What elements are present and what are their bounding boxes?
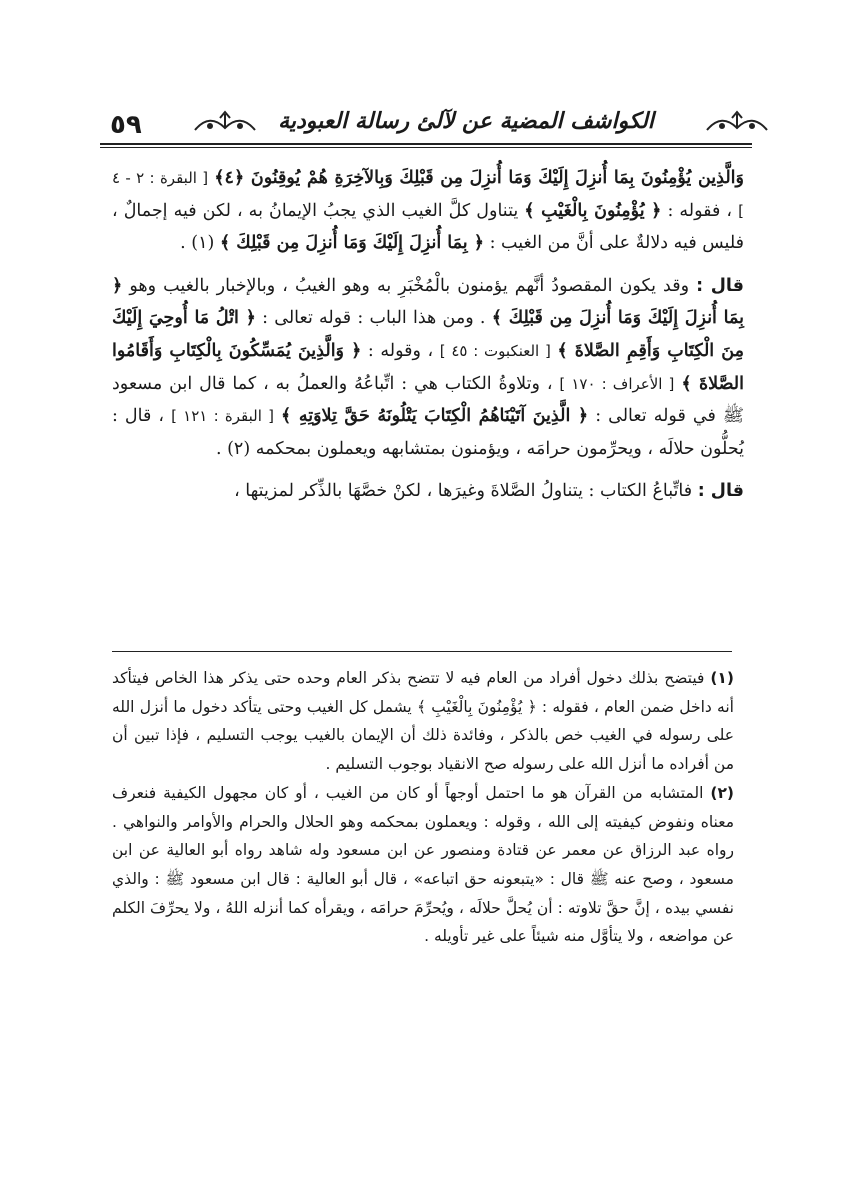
main-text — [112, 162, 744, 518]
footnote-text: فيتضح بذلك دخول أفراد من العام فيه لا تتضح بذكر العام وحده حتى يذكر هذا الخاص فيتأكد أنه داخل ضمن العام ، فقوله : — [112, 669, 734, 716]
page-header — [100, 104, 752, 148]
quran-quote: ﴿ يُؤْمِنُونَ بِالْغَيْبِ ﴾ — [416, 697, 537, 716]
paragraph-text: وقد يكون المقصودُ أنَّهم يؤمنون بالْمُخْبَرِ به وهو الغيبُ ، وبالإخبار بالغيب وهو — [129, 275, 690, 296]
paragraph-2 — [112, 270, 744, 466]
verse-reference: [ البقرة : ٢ - ٤ ] — [112, 169, 744, 220]
page-number: ٥٩ — [110, 110, 142, 140]
paragraph-text: ، قال : يُحلُّون حلالَه ، ويحرِّمون حرامَه ، ويؤمنون بمتشابهه ويعملون بمحكمه (٢) . — [112, 406, 744, 459]
paragraph-text: ، وقوله : — [367, 340, 434, 361]
quran-quote: ﴿ اتْلُ مَا أُوحِيَ إِلَيْكَ مِنَ الْكِتَابِ وَأَقِمِ الصَّلاةَ ﴾ — [112, 308, 744, 361]
footnote-marker: (١) . — [180, 233, 215, 254]
paragraph-text: ، وتلاوةُ الكتاب هي : اتِّباعُهُ والعملُ به ، كما قال ابن مسعود ﷺ في قوله تعالى : — [112, 373, 744, 427]
footnotes — [112, 664, 734, 951]
quran-verse: وَالَّذِين يُؤْمِنُونَ بِمَا أُنزِلَ إِلَيْكَ وَمَا أُنزِلَ مِن قَبْلِكَ وَبِالآخِرَةِ هُمْ يُوقِنُونَ ﴿٤﴾ — [214, 168, 744, 188]
verse-reference: [ الأعراف : ١٧٠ ] — [559, 374, 675, 393]
paragraph-text: ، فقوله : — [667, 200, 733, 221]
footnote-number: (١) — [710, 669, 734, 687]
qal-label: قال : — [696, 275, 744, 296]
footnote-text: يشمل كل الغيب وحتى يتأكد دخول ما أنزل الله على رسوله في الغيب خص بالذكر ، وفائدة ذلك أن الإيمان بالغيب يوجب التسليم ، فإذا تبين أن من أفراده ما أنزل الله على رسوله صح الانقياد بوجوب التسليم . — [112, 697, 734, 774]
running-title: الكواشف المضية عن لآلئ رسالة العبودية — [278, 108, 654, 134]
footnote-number: (٢) — [710, 783, 734, 802]
verse-reference: [ العنكبوت : ٤٥ ] — [439, 341, 551, 360]
paragraph-text: فاتِّباعُ الكتاب : يتناولُ الصَّلاةَ وغيرَها ، لكنْ خصَّهَا بالذِّكر لمزيتها ، — [234, 481, 693, 502]
footnote-divider — [112, 651, 732, 652]
footnote-1 — [112, 664, 734, 779]
paragraph-3 — [112, 475, 744, 508]
paragraph-text: . ومن هذا الباب : قوله تعالى : — [262, 308, 486, 329]
quran-quote: ﴿ يُؤْمِنُونَ بِالْغَيْبِ ﴾ — [524, 200, 662, 221]
header-rule — [100, 143, 752, 148]
quran-quote: ﴿ وَالَّذِينَ يُمَسِّكُونَ بِالْكِتَابِ وَأَقَامُوا الصَّلاةَ ﴾ — [112, 340, 744, 394]
footnote-text: المتشابه من القرآن هو ما احتمل أوجهاً أو كان من الغيب ، أو كان مجهول الكيفية فنعرف معناه ونفوض كيفيته إلى الله ، وقوله : ويعملون بمحكمه وهو الحلال والحرام والأوامر والنواهي . رواه عبد الرزاق عن معمر عن قتادة ومنصور عن ابن مسعود وله شاهد رواه أبو العالية عن ابن مسعود ، وصح عنه ﷺ قال : «يتبعونه حق اتباعه» ، قال أبو العالية : قال ابن مسعود ﷺ : والذي نفسي بيده ، إنَّ حقَّ تلاوته : أن يُحلَّ حلالَه ، ويُحرِّمَ حرامَه ، ويقرأه كما أنزله اللهُ ، ولا يحرِّفَ الكلم عن مواضعه ، ولا يتأوَّل منه شيئاً على غير تأويله . — [112, 783, 734, 946]
footnote-2 — [112, 779, 734, 951]
verse-reference: [ البقرة : ١٢١ ] — [171, 407, 274, 426]
qal-label: قال : — [697, 481, 744, 502]
paragraph-1 — [112, 162, 744, 260]
quran-quote: ﴿ بِمَا أُنزِلَ إِلَيْكَ وَمَا أُنزِلَ مِن قَبْلِكَ ﴾ — [219, 233, 484, 254]
paragraph-text: يتناول كلَّ الغيب الذي يجبُ الإيمانُ به ، لكن فيه إجمالٌ ، فليس فيه دلالةٌ على أنَّ من الغيب : — [112, 200, 744, 254]
floral-ornament-icon — [702, 108, 772, 138]
quran-quote: ﴿ بِمَا أُنزِلَ إِلَيْكَ وَمَا أُنزِلَ مِن قَبْلِكَ ﴾ — [112, 275, 744, 329]
quran-quote: ﴿ الَّذِينَ آتَيْنَاهُمُ الْكِتَابَ يَتْلُونَهُ حَقَّ تِلاوَتِهِ ﴾ — [281, 406, 589, 427]
